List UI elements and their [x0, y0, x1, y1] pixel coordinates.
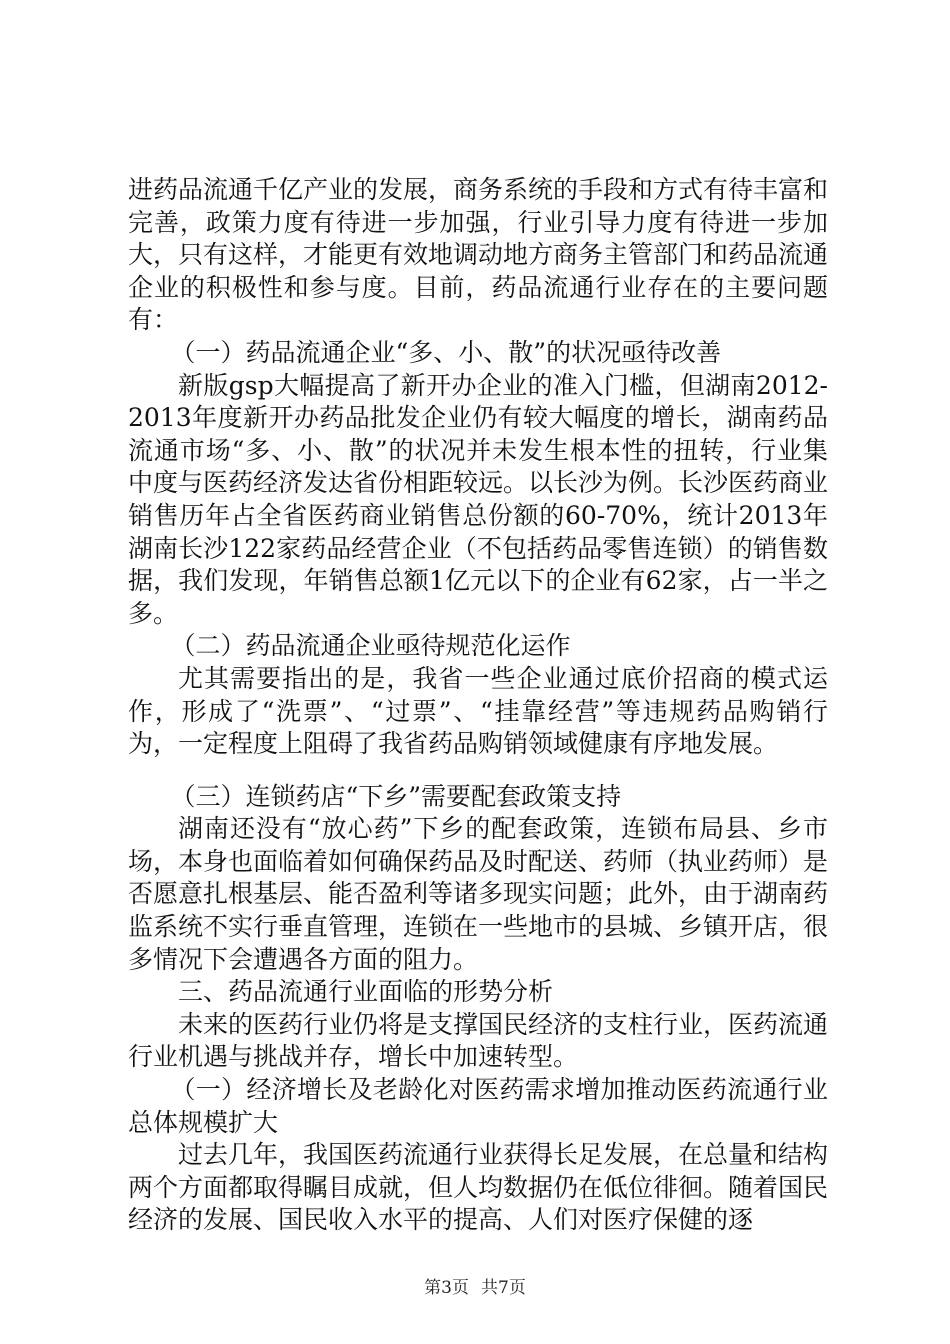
section-heading-2: （二）药品流通企业亟待规范化运作 [170, 631, 571, 661]
paragraph-rural: 湖南还没有“放心药”下乡的配套政策，连锁布局县、乡市场，本身也面临着如何确保药品及时配送、药师（执业药师）是否愿意扎根基层、能否盈利等诸多现实问题；此外，由于湖南药监系统不实行垂直管理，连锁在一些地市的县城、乡镇开店，很多情况下会遭遇各方面的阻力。 [128, 814, 829, 974]
chapter-heading-3: 三、药品流通行业面临的形势分析 [178, 977, 554, 1007]
paragraph-pricing: 尤其需要指出的是，我省一些企业通过底价招商的模式运作，形成了“洗票”、“过票”、“挂靠经营”等违规药品购销行为，一定程度上阻碍了我省药品购销领域健康有序地发展。 [128, 663, 828, 759]
paragraph-outlook: 未来的医药行业仍将是支撑国民经济的支柱行业，医药流通行业机遇与挑战并存，增长中加速转型。 [128, 1009, 829, 1072]
paragraph-growth: 过去几年，我国医药流通行业获得长足发展，在总量和结构两个方面都取得瞩目成就，但人均数据仍在低位徘徊。随着国民经济的发展、国民收入水平的提高、人们对医疗保健的逐 [128, 1140, 829, 1235]
paragraph-gsp: 新版gsp大幅提高了新开办企业的准入门槛，但湖南2012-2013年度新开办药品批发企业仍有较大幅度的增长，湖南药品流通市场“多、小、散”的状况并未发生根本性的扭转，行业集中度与医药经济发达省份相距较远。以长沙为例。长沙医药商业销售历年占全省医药商业销售总份额的60-70%，统计2013年湖南长沙122家药品经营企业（不包括药品零售连锁）的销售数据，我们发现，年销售总额1亿元以下的企业有62家，占一半之多。 [128, 370, 829, 628]
page-total: 共7页 [481, 1278, 526, 1298]
page-number: 第3页 [424, 1278, 469, 1298]
page-footer [0, 1273, 950, 1298]
paragraph-intro: 进药品流通千亿产业的发展，商务系统的手段和方式有待丰富和完善，政策力度有待进一步加强，行业引导力度有待进一步加大，只有这样，才能更有效地调动地方商务主管部门和药品流通企业的积极性和参与度。目前，药品流通行业存在的主要问题有： [128, 175, 829, 335]
section-heading-3: （三）连锁药店“下乡”需要配套政策支持 [170, 781, 622, 811]
section-heading-3-1: （一）经济增长及老龄化对医药需求增加推动医药流通行业总体规模扩大 [128, 1075, 828, 1137]
document-body [128, 174, 828, 1237]
section-heading-1: （一）药品流通企业“多、小、散”的状况亟待改善 [170, 337, 722, 367]
